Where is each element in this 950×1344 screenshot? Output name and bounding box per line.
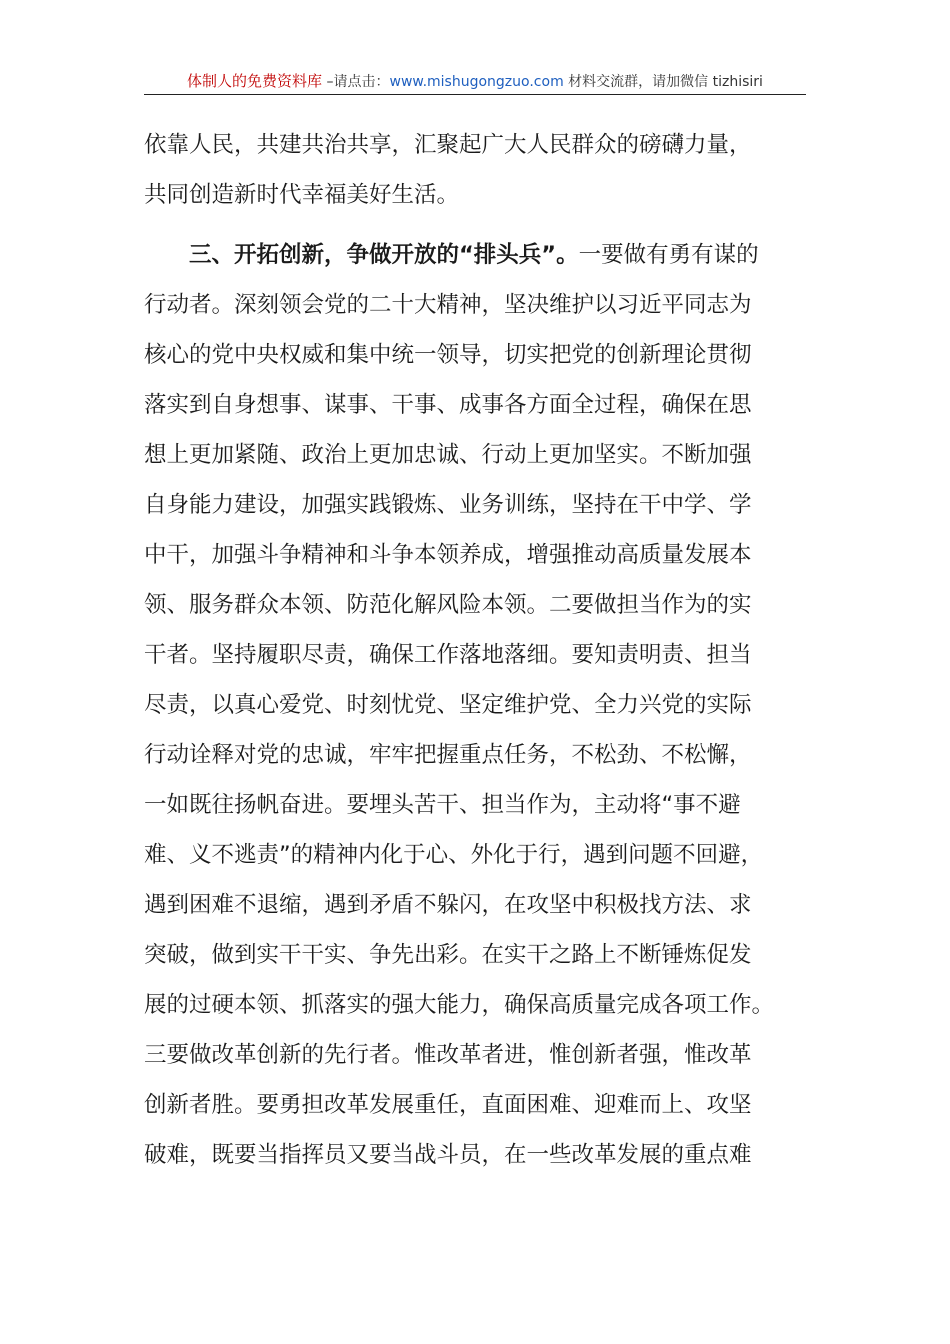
paragraph-line: 共同创造新时代幸福美好生活。 [144, 182, 460, 208]
paragraph-line: 行动诠释对党的忠诚，牢牢把握重点任务，不松劲、不松懈， [144, 742, 752, 768]
header-click-text: –请点击： [322, 74, 390, 90]
paragraph-line: 创新者胜。要勇担改革发展重任，直面困难、迎难而上、攻坚 [144, 1092, 752, 1118]
paragraph-line: 落实到自身想事、谋事、干事、成事各方面全过程，确保在思 [144, 392, 752, 418]
paragraph-line: 中干，加强斗争精神和斗争本领养成，增强推动高质量发展本 [144, 542, 752, 568]
paragraph-line: 尽责，以真心爱党、时刻忧党、坚定维护党、全力兴党的实际 [144, 692, 752, 718]
paragraph-line: 一如既往扬帆奋进。要埋头苦干、担当作为，主动将“事不避 [144, 792, 741, 818]
paragraph-line: 突破，做到实干干实、争先出彩。在实干之路上不断锤炼促发 [144, 942, 752, 968]
section-first-line-rest: 一要做有勇有谋的 [578, 242, 759, 268]
header-group-text: 材料交流群，请加微信 tizhisiri [563, 74, 763, 90]
paragraph-gap [144, 220, 824, 230]
paragraph-line: 破难，既要当指挥员又要当战斗员，在一些改革发展的重点难 [144, 1142, 752, 1168]
header-library-name: 体制人的免费资料库 [187, 72, 323, 90]
paragraph-line: 依靠人民，共建共治共享，汇聚起广大人民群众的磅礴力量， [144, 132, 752, 158]
paragraph-line: 想上更加紧随、政治上更加忠诚、行动上更加坚实。不断加强 [144, 442, 752, 468]
paragraph-line: 自身能力建设，加强实践锻炼、业务训练，坚持在干中学、学 [144, 492, 752, 518]
paragraph-line: 核心的党中央权威和集中统一领导，切实把党的创新理论贯彻 [144, 342, 752, 368]
header-url-link[interactable]: www.mishugongzuo.com [389, 74, 564, 90]
paragraph-line: 难、义不逃责”的精神内化于心、外化于行，遇到问题不回避， [144, 842, 764, 868]
section-heading: 三、开拓创新，争做开放的“排头兵”。 [189, 242, 579, 268]
paragraph-line: 遇到困难不退缩，遇到矛盾不躲闪，在攻坚中积极找方法、求 [144, 892, 752, 918]
paragraph-line: 展的过硬本领、抓落实的强大能力，确保高质量完成各项工作。 [144, 992, 775, 1018]
paragraph-line: 行动者。深刻领会党的二十大精神，坚决维护以习近平同志为 [144, 292, 752, 318]
section-first-line [144, 230, 824, 280]
page-header [144, 70, 806, 95]
paragraph-line: 干者。坚持履职尽责，确保工作落地落细。要知责明责、担当 [144, 642, 752, 668]
paragraph-line: 三要做改革创新的先行者。惟改革者进，惟创新者强，惟改革 [144, 1042, 752, 1068]
paragraph-line: 领、服务群众本领、防范化解风险本领。二要做担当作为的实 [144, 592, 752, 618]
document-body [144, 120, 824, 1180]
